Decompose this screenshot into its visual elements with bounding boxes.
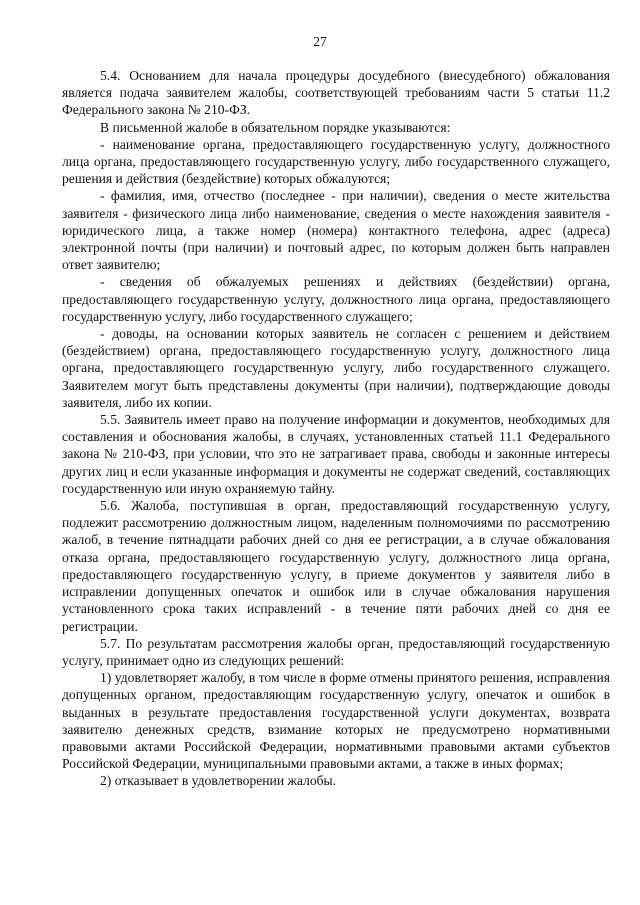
- list-item-arguments: - доводы, на основании которых заявитель не согласен с решением и действием (бездействием) органа, предоставляющего государственную услугу, должностного лица органа, предоставляющего государственную услугу, либо государственного служащего. Заявителем могут быть представлены документы (при наличии), подтверждающие доводы заявителя, либо их копии.: [62, 326, 610, 410]
- paragraph-5-5: 5.5. Заявитель имеет право на получение информации и документов, необходимых для составления и обоснования жалобы, в случаях, установленных статьей 11.1 Федерального закона № 210-ФЗ, при условии, что это не затрагивает права, свободы и законные интересы других лиц и если указанные информация и документы не содержат сведений, составляющих государственную или иную охраняемую тайну.: [62, 412, 610, 496]
- list-item-applicant-details: - фамилия, имя, отчество (последнее - при наличии), сведения о месте жительства заявителя - физического лица либо наименование, сведения о месте нахождения заявителя - юридического лица, а также номер (номера) контактного телефона, адрес (адреса) электронной почты (при наличии) и почтовый адрес, по которым должен быть направлен ответ заявителю;: [62, 188, 610, 273]
- paragraph-5-6: 5.6. Жалоба, поступившая в орган, предоставляющий государственную услугу, подлежит рассмотрению должностным лицом, наделенным полномочиями по рассмотрению жалоб, в течение пятнадцати рабочих дней со дня ее регистрации, а в случае обжалования отказа органа, предоставляющего государственную услугу, должностного лица органа, предоставляющего государственную услугу, в приеме документов у заявителя либо в исправлении допущенных опечаток и ошибок или в случае обжалования нарушения установленного срока таких исправлений - в течение пяти рабочих дней со дня ее регистрации.: [62, 498, 610, 634]
- list-item-appealed-decisions: - сведения об обжалуемых решениях и действиях (бездействии) органа, предоставляющего государственную услугу, должностного лица органа, предоставляющего государственную услугу, либо государственного служащего;: [62, 274, 610, 324]
- decision-item-1: 1) удовлетворяет жалобу, в том числе в форме отмены принятого решения, исправления допущенных органом, предоставляющим государственную услугу, опечаток и ошибок в выданных в результате предоставления государственной услуги документах, возврата заявителю денежных средств, взимание которых не предусмотрено нормативными правовыми актами Российской Федерации, нормативными правовыми актами субъектов Российской Федерации, муниципальными правовыми актами, а также в иных формах;: [62, 670, 610, 772]
- paragraph-5-4: 5.4. Основанием для начала процедуры досудебного (внесудебного) обжалования является подача заявителем жалобы, соответствующей требованиям части 5 статьи 11.2 Федерального закона № 210-ФЗ.: [62, 68, 610, 118]
- paragraph-complaint-requirements-intro: В письменной жалобе в обязательном порядке указываются:: [100, 119, 451, 135]
- list-item-organ-name: - наименование органа, предоставляющего государственную услугу, должностного лица органа, предоставляющего государственную услугу, либо государственного служащего, решения и действия (бездействие) которых обжалуются;: [62, 136, 610, 187]
- document-body: [62, 67, 610, 790]
- paragraph-5-7: 5.7. По результатам рассмотрения жалобы орган, предоставляющий государственную услугу, принимает одно из следующих решений:: [62, 635, 610, 668]
- decision-item-2: 2) отказывает в удовлетворении жалобы.: [100, 773, 337, 789]
- page-number: 27: [313, 34, 327, 49]
